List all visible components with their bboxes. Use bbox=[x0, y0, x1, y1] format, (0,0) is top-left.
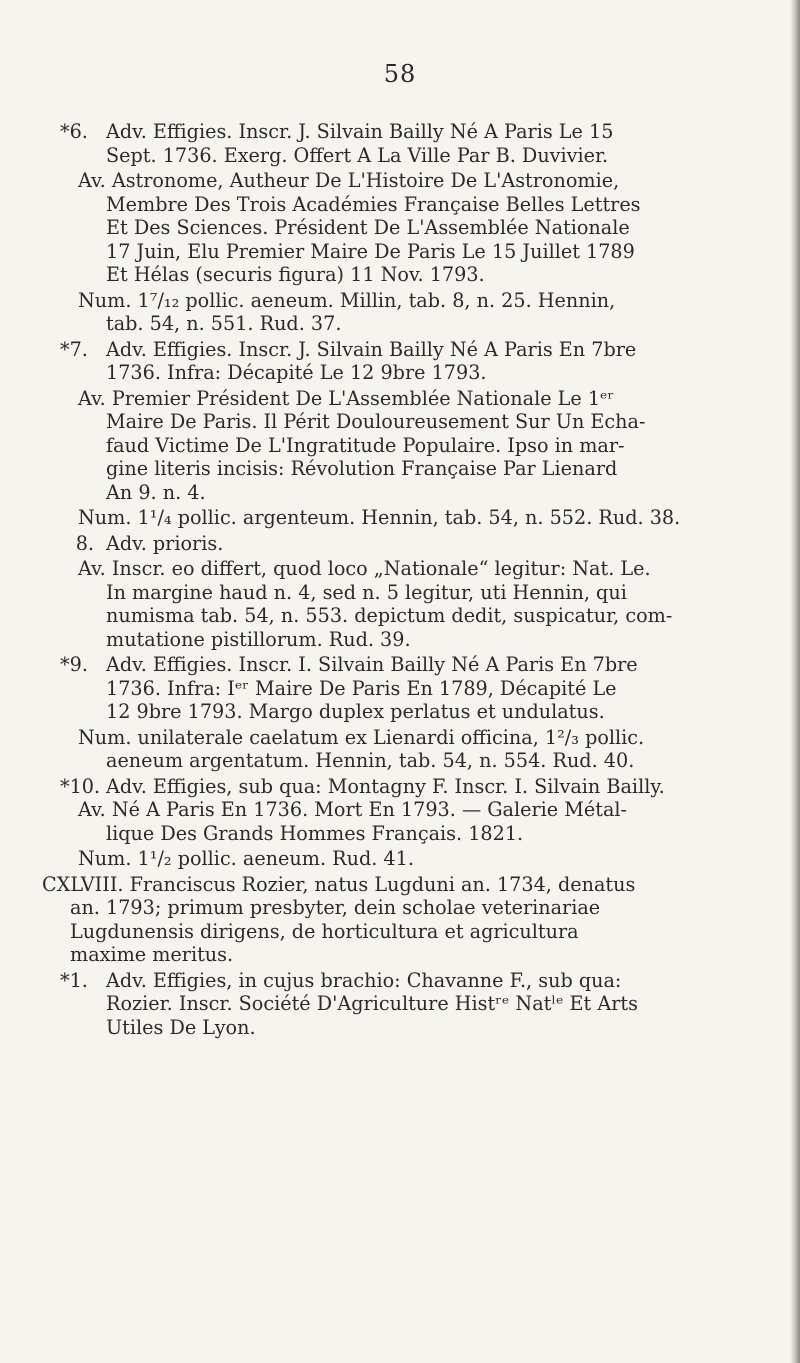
text-line: Rozier. Inscr. Société D'Agriculture Histʳᵉ Natˡᵉ Et Arts bbox=[106, 992, 638, 1015]
text-line: aeneum argentatum. Hennin, tab. 54, n. 554. Rud. 40. bbox=[106, 749, 635, 772]
text-line: *1. Adv. Effigies, in cujus brachio: Chavanne F., sub qua: bbox=[60, 968, 622, 992]
entry-7-num bbox=[60, 506, 760, 530]
text-line: In margine haud n. 4, sed n. 5 legitur, uti Hennin, qui bbox=[106, 580, 627, 604]
text-line: faud Victime De L'Ingratitude Populaire. Ipso in mar- bbox=[106, 433, 625, 457]
text-line: *10. Adv. Effigies, sub qua: Montagny F. Inscr. I. Silvain Bailly. bbox=[60, 774, 665, 798]
text-line: Lugdunensis dirigens, de horticultura et agricultura bbox=[70, 919, 579, 943]
text-line: 1736. Infra: Décapité Le 12 9bre 1793. bbox=[106, 361, 487, 384]
text-line: 17 Juin, Elu Premier Maire De Paris Le 15 Juillet 1789 bbox=[106, 239, 635, 263]
text-line: Av. Né A Paris En 1736. Mort En 1793. — Galerie Métal- bbox=[78, 798, 628, 821]
text-line: Av. Premier Président De L'Assemblée Nationale Le 1ᵉʳ bbox=[78, 386, 615, 410]
text-line: gine literis incisis: Révolution Française Par Lienard bbox=[106, 457, 618, 480]
text-line: 1736. Infra: Iᵉʳ Maire De Paris En 1789, Décapité Le bbox=[106, 676, 617, 700]
entry-label: 8. bbox=[75, 531, 94, 555]
page-edge-shadow bbox=[790, 0, 800, 1363]
entry-7 bbox=[60, 338, 760, 385]
text-line: lique Des Grands Hommes Français. 1821. bbox=[106, 821, 524, 845]
entry-8-reverse bbox=[60, 557, 760, 651]
text-line: Num. unilaterale caelatum ex Lienardi officina, 1²/₃ pollic. bbox=[78, 725, 645, 749]
text-line: mutatione pistillorum. Rud. 39. bbox=[106, 627, 411, 651]
text-line: Num. 1⁷/₁₂ pollic. aeneum. Millin, tab. 8, n. 25. Hennin, bbox=[78, 288, 616, 312]
text-line: Et Des Sciences. Président De L'Assemblée Nationale bbox=[106, 216, 630, 239]
entry-1 bbox=[60, 969, 760, 1040]
entry-9-num bbox=[60, 726, 760, 773]
entry-6-num bbox=[60, 289, 760, 336]
entry-label: *10. bbox=[60, 774, 101, 798]
text-line: Av. Astronome, Autheur De L'Histoire De L'Astronomie, bbox=[78, 169, 620, 192]
entry-8 bbox=[60, 532, 760, 556]
text-line: 8. Adv. prioris. bbox=[60, 532, 760, 556]
section-cxlviii bbox=[42, 872, 760, 967]
text-line: *6. Adv. Effigies. Inscr. J. Silvain Bailly Né A Paris Le 15 bbox=[60, 120, 614, 143]
text-line: an. 1793; primum presbyter, dein scholae veterinariae bbox=[70, 896, 601, 919]
text-line: *7. Adv. Effigies. Inscr. J. Silvain Bailly Né A Paris En 7bre bbox=[60, 337, 637, 361]
entry-6 bbox=[60, 120, 760, 167]
entry-label: *1. bbox=[60, 968, 88, 992]
section-number: CXLVIII. bbox=[42, 872, 124, 896]
text-line: Et Hélas (securis figura) 11 Nov. 1793. bbox=[106, 263, 485, 286]
text-line: Membre Des Trois Académies Française Belles Lettres bbox=[106, 192, 641, 216]
entry-label: *7. bbox=[60, 337, 88, 361]
text-line: 12 9bre 1793. Margo duplex perlatus et undulatus. bbox=[106, 700, 605, 723]
text-line: maxime meritus. bbox=[70, 943, 234, 966]
text-line: Sept. 1736. Exerg. Offert A La Ville Par B. Duvivier. bbox=[106, 143, 609, 167]
text-line: *9. Adv. Effigies. Inscr. I. Silvain Bailly Né A Paris En 7bre bbox=[60, 653, 638, 676]
entry-label: *6. bbox=[60, 120, 88, 143]
entry-6-reverse bbox=[60, 169, 760, 287]
entry-10 bbox=[60, 775, 760, 846]
page-number: 58 bbox=[383, 60, 417, 88]
entry-label: *9. bbox=[60, 653, 88, 676]
text-line: tab. 54, n. 551. Rud. 37. bbox=[106, 312, 342, 335]
text-line: An 9. n. 4. bbox=[106, 480, 206, 504]
text-line: Num. 1¹/₂ pollic. aeneum. Rud. 41. bbox=[78, 847, 414, 870]
text-line: Utiles De Lyon. bbox=[106, 1015, 256, 1039]
catalog-text bbox=[42, 120, 760, 1041]
entry-7-reverse bbox=[60, 387, 760, 505]
entry-9 bbox=[60, 653, 760, 724]
entry-10-num bbox=[60, 847, 760, 871]
text-line: Maire De Paris. Il Périt Douloureusement Sur Un Echa- bbox=[106, 410, 646, 433]
text-line: Av. Inscr. eo differt, quod loco „Nationale“ legitur: Nat. Le. bbox=[78, 557, 651, 580]
text-line: CXLVIII. Franciscus Rozier, natus Lugduni an. 1734, denatus bbox=[42, 872, 636, 896]
text-line: Num. 1¹/₄ pollic. argenteum. Hennin, tab. 54, n. 552. Rud. 38. bbox=[78, 506, 681, 529]
text-line: numisma tab. 54, n. 553. depictum dedit, suspicatur, com- bbox=[106, 604, 673, 627]
